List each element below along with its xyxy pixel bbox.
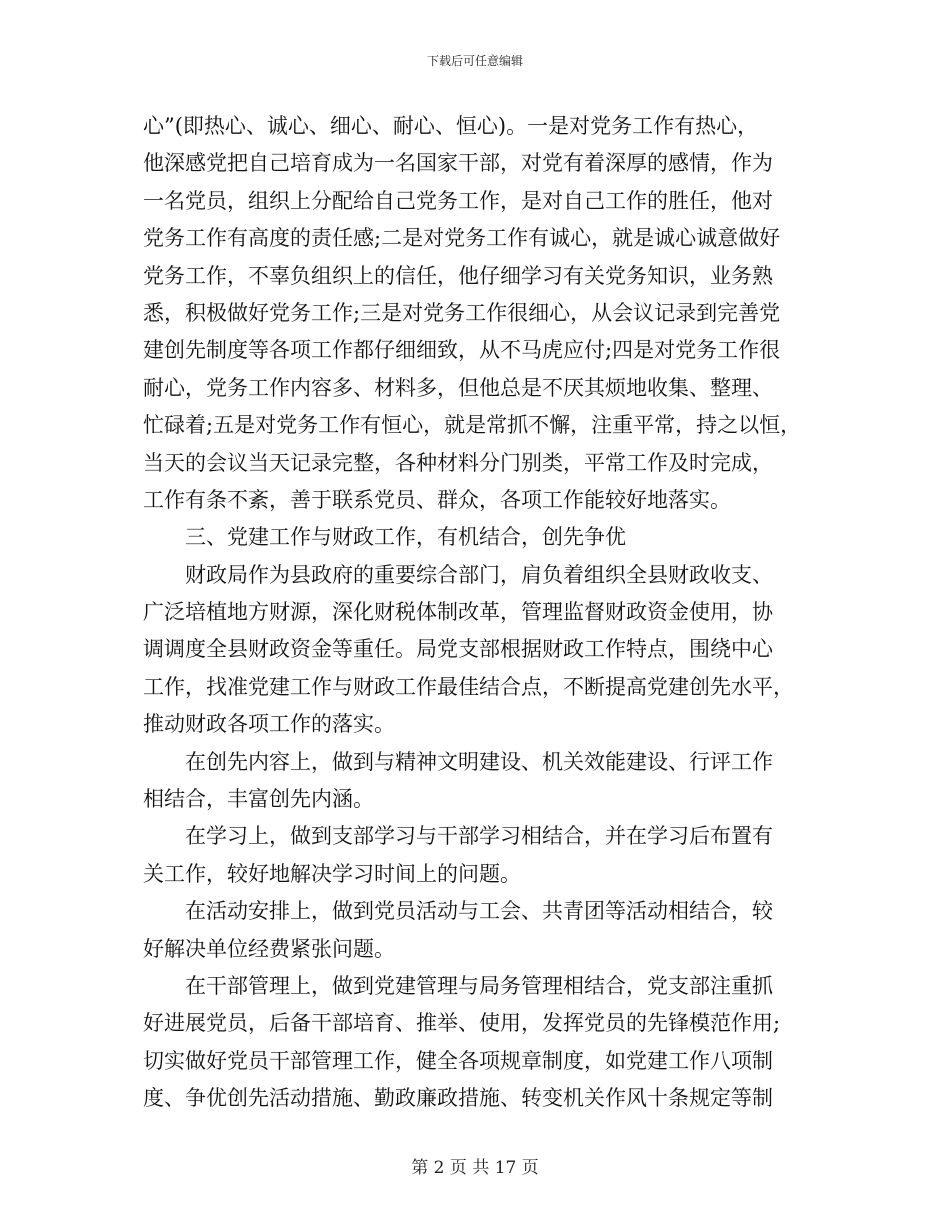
text-line: 切实做好党员干部管理工作，健全各项规章制度，如党建工作八项制 (143, 1048, 773, 1073)
paragraph-start-line: 在创先内容上，做到与精神文明建设、机关效能建设、行评工作 (185, 749, 773, 774)
text-line: 工作，找准党建工作与财政工作最佳结合点，不断提高党建创先水平， (143, 674, 794, 699)
paragraph-start-line: 在学习上，做到支部学习与干部学习相结合，并在学习后布置有 (185, 824, 773, 849)
text-line: 好进展党员，后备干部培育、推举、使用，发挥党员的先锋模范作用; (143, 1011, 781, 1036)
paragraph-start-line: 财政局作为县政府的重要综合部门，肩负着组织全县财政收支、 (185, 562, 773, 587)
section-heading: 三、党建工作与财政工作，有机结合，创先争优 (185, 525, 626, 550)
text-line: 工作有条不紊，善于联系党员、群众，各项工作能较好地落实。 (143, 487, 731, 512)
text-line: 党务工作，不辜负组织上的信任，他仔细学习有关党务知识，业务熟 (143, 263, 773, 288)
page-header: 下载后可任意编辑 (426, 54, 523, 68)
text-line: 广泛培植地方财源，深化财税体制改革，管理监督财政资金使用，协 (143, 600, 773, 625)
text-line: 关工作，较好地解决学习时间上的问题。 (143, 861, 521, 886)
text-line: 建创先制度等各项工作都仔细细致，从不马虎应付;四是对党务工作很 (143, 338, 781, 363)
page-number-footer: 第 2 页 共 17 页 (411, 1158, 539, 1178)
text-line: 调调度全县财政资金等重任。局党支部根据财政工作特点，围绕中心 (143, 637, 773, 662)
text-line: 相结合，丰富创先内涵。 (143, 787, 374, 812)
text-line: 心”(即热心、诚心、细心、耐心、恒心)。一是对党务工作有热心， (143, 114, 759, 138)
text-line: 度、争优创先活动措施、勤政廉政措施、转变机关作风十条规定等制 (143, 1086, 773, 1111)
text-line: 一名党员，组织上分配给自己党务工作，是对自己工作的胜任，他对 (143, 188, 773, 213)
text-line: 党务工作有高度的责任感;二是对党务工作有诚心，就是诚心诚意做好 (143, 226, 781, 251)
document-body (143, 108, 813, 1118)
text-line: 忙碌着;五是对党务工作有恒心，就是常抓不懈，注重平常，持之以恒， (143, 413, 802, 438)
text-line: 耐心，党务工作内容多、材料多，但他总是不厌其烦地收集、整理、 (143, 375, 773, 400)
text-line: 好解决单位经费紧张问题。 (143, 936, 395, 961)
text-line: 他深感党把自己培育成为一名国家干部，对党有着深厚的感情，作为 (143, 151, 773, 176)
paragraph-start-line: 在干部管理上，做到党建管理与局务管理相结合，党支部注重抓 (185, 973, 773, 998)
text-line: 推动财政各项工作的落实。 (143, 712, 395, 737)
paragraph-start-line: 在活动安排上，做到党员活动与工会、共青团等活动相结合，较 (185, 899, 773, 924)
text-line: 悉，积极做好党务工作;三是对党务工作很细心，从会议记录到完善党 (143, 300, 781, 325)
text-line: 当天的会议当天记录完整，各种材料分门别类，平常工作及时完成， (143, 450, 773, 475)
